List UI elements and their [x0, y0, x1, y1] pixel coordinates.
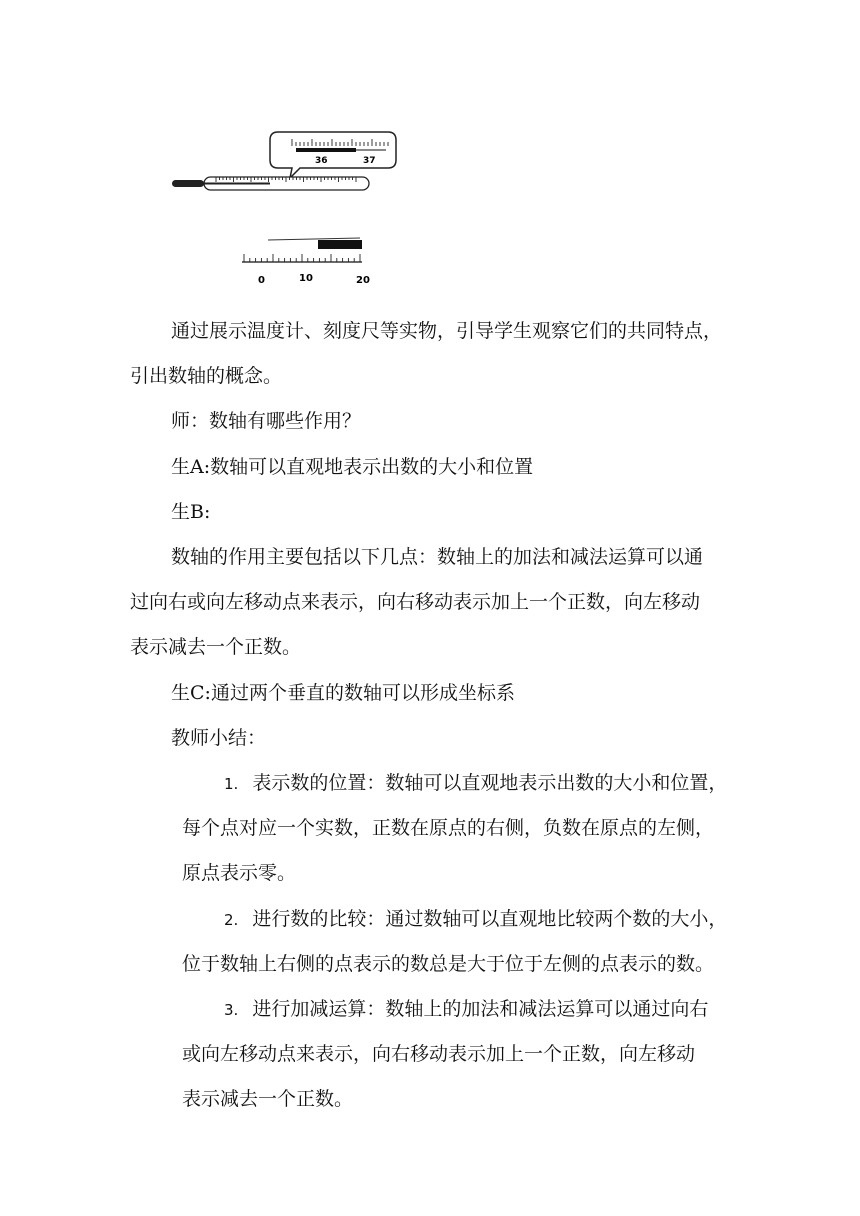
summary-item-text: 表示数的位置：数轴可以直观地表示出数的大小和位置， — [252, 772, 728, 794]
student-b-answer-line2: 过向右或向左移动点来表示，向右移动表示加上一个正数，向左移动 — [130, 591, 701, 613]
ruler-scale-ticks — [244, 254, 360, 262]
summary-item-3-line1 — [224, 996, 708, 1023]
list-number: 1. — [224, 775, 239, 793]
summary-item-text: 进行加减运算：数轴上的加法和减法运算可以通过向右 — [252, 998, 709, 1020]
bubble-label-37: 37 — [363, 156, 376, 166]
summary-item-3-line3: 表示减去一个正数。 — [182, 1088, 354, 1110]
summary-item-1-line2: 每个点对应一个实数，正数在原点的右侧，负数在原点的左侧， — [182, 817, 715, 839]
ruler-measured-object — [318, 240, 362, 249]
summary-item-2-line1 — [224, 906, 727, 933]
thermometer-bulb — [172, 180, 204, 187]
summary-item-1-line3: 原点表示零。 — [182, 862, 297, 884]
summary-item-3-line2: 或向左移动点来表示，向右移动表示加上一个正数，向左移动 — [182, 1043, 696, 1065]
list-number: 3. — [224, 1001, 239, 1019]
list-number: 2. — [224, 911, 239, 929]
ruler-label-0: 0 — [258, 275, 265, 286]
summary-item-1-line1 — [224, 770, 727, 797]
paragraph1-line2: 引出数轴的概念。 — [130, 365, 283, 387]
student-a-answer: 生A:数轴可以直观地表示出数的大小和位置 — [171, 456, 534, 478]
magnifier-bubble — [270, 132, 396, 178]
student-b-answer-line3: 表示减去一个正数。 — [130, 636, 302, 658]
thermometer-ruler-figure — [160, 120, 400, 295]
teacher-question: 师：数轴有哪些作用？ — [171, 410, 362, 432]
student-b-answer-line1: 数轴的作用主要包括以下几点：数轴上的加法和减法运算可以通 — [171, 546, 704, 568]
summary-item-text: 进行数的比较：通过数轴可以直观地比较两个数的大小， — [252, 908, 728, 930]
ruler-label-20: 20 — [356, 275, 370, 286]
ruler-label-10: 10 — [299, 273, 313, 284]
summary-item-2-line2: 位于数轴上右侧的点表示的数总是大于位于左侧的点表示的数。 — [182, 953, 715, 975]
paragraph1-line1: 通过展示温度计、刻度尺等实物，引导学生观察它们的共同特点， — [171, 320, 723, 342]
ruler-object-line — [268, 238, 360, 240]
student-c-answer: 生C:通过两个垂直的数轴可以形成坐标系 — [171, 682, 515, 704]
figure-svg — [160, 120, 400, 295]
summary-title: 教师小结： — [171, 727, 267, 749]
student-b-label: 生B: — [171, 501, 211, 523]
bubble-label-36: 36 — [315, 156, 328, 166]
